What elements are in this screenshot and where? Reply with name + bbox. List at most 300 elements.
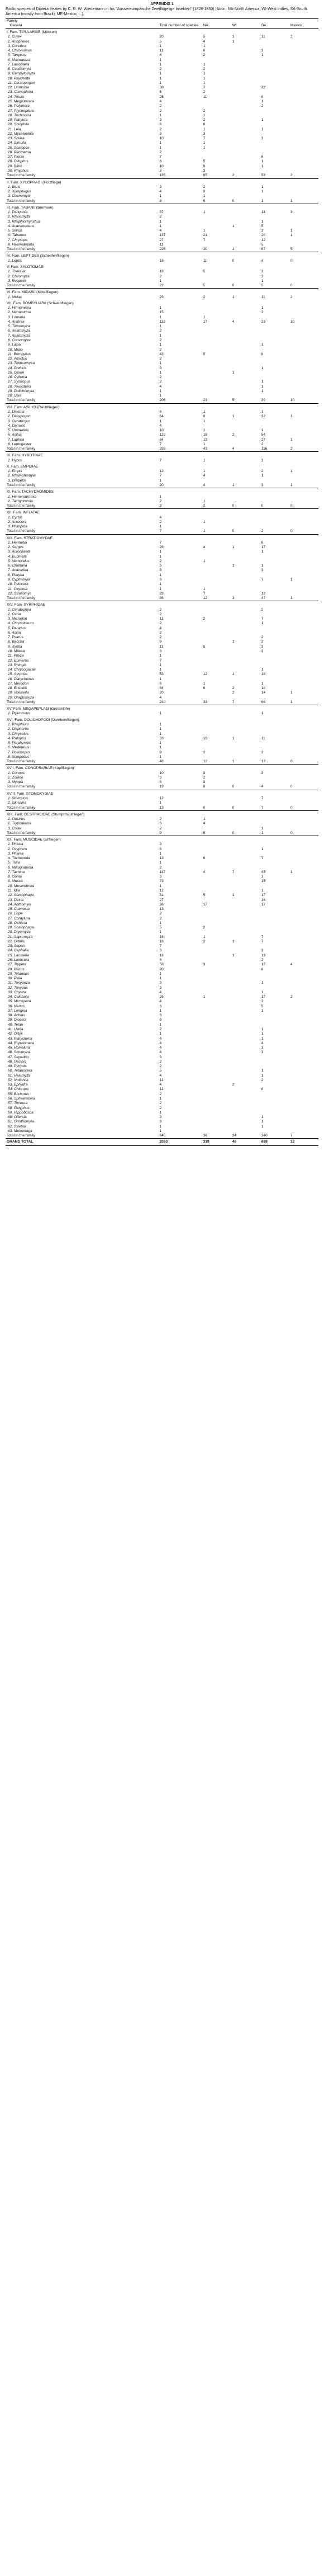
sa-cell: 2	[261, 1078, 264, 1082]
sa-cell	[260, 479, 289, 483]
total-species-cell: 2	[159, 621, 162, 626]
genus-name: 11. Idia	[8, 889, 20, 893]
genus-row	[6, 459, 318, 463]
genus-row	[6, 746, 318, 750]
genus-name: 35. Micropeza	[8, 999, 31, 1004]
genus-row	[6, 921, 318, 926]
wi-cell: 1	[232, 953, 235, 957]
genus-name: 50. Tetanocera	[8, 1069, 32, 1073]
wi-cell	[231, 366, 260, 371]
sa-cell: 6	[261, 1087, 264, 1092]
sa-cell: 1	[261, 343, 264, 347]
na-cell: 2	[203, 750, 206, 754]
na-cell	[202, 732, 231, 737]
genus-row	[6, 1097, 318, 1101]
wi-cell: 0	[231, 504, 260, 509]
na-cell	[202, 631, 231, 635]
na-cell	[202, 385, 231, 389]
family-row	[6, 252, 318, 259]
na-cell	[202, 1060, 231, 1064]
wi-cell	[231, 1120, 260, 1124]
wi-cell	[231, 926, 260, 930]
total-species-cell: 5	[159, 1069, 162, 1073]
genus-row	[6, 677, 318, 682]
sa-cell: 5	[261, 224, 264, 228]
wi-cell: 0	[231, 284, 260, 289]
genus-name: 8. Corsomyza	[8, 338, 31, 342]
wi-cell	[231, 617, 260, 621]
mexico-cell	[289, 842, 318, 847]
genus-row	[6, 63, 318, 67]
na-cell: 5	[202, 831, 231, 836]
wi-cell	[231, 1060, 260, 1064]
na-cell: 9	[203, 164, 206, 168]
genus-row	[6, 220, 318, 224]
wi-cell: 1	[232, 672, 235, 677]
mexico-cell	[289, 612, 318, 617]
wi-cell: 1	[232, 370, 235, 375]
genus-row	[6, 90, 318, 95]
family-name: XVII. Fam. CONOPSARIAE (Kopffliegen)	[7, 766, 74, 771]
total-species-cell: 7	[159, 540, 162, 545]
total-species-cell: 7	[159, 155, 162, 159]
sa-cell	[260, 801, 289, 805]
sa-cell: 15	[261, 879, 266, 884]
na-cell	[202, 58, 231, 63]
genus-name: 7. Apatomyza	[8, 333, 31, 338]
na-cell	[202, 380, 231, 384]
total-label: Total in the family	[6, 447, 158, 452]
genus-row	[6, 926, 318, 930]
genus-row	[6, 1101, 318, 1106]
wi-cell	[231, 866, 260, 870]
genus-row	[6, 889, 318, 893]
sa-cell: 6	[261, 95, 264, 99]
genus-row	[6, 711, 318, 716]
genus-name: 48. Oscinis	[8, 1059, 26, 1064]
wi-cell	[231, 711, 260, 716]
total-species-cell: 20	[159, 35, 164, 39]
mexico-cell	[289, 1027, 318, 1032]
na-cell: 5	[203, 644, 206, 649]
wi-cell	[231, 1027, 260, 1032]
genus-name: 58. Gelyphus	[8, 1106, 30, 1110]
sa-cell	[260, 612, 289, 617]
genus-name: 5. Ommatius	[8, 428, 29, 433]
genus-row	[6, 568, 318, 573]
mexico-cell	[289, 1009, 318, 1013]
page	[6, 2, 318, 1146]
genus-row	[6, 930, 318, 935]
wi-cell	[231, 912, 260, 916]
genus-name: 2. Acrocera	[8, 520, 27, 524]
sa-cell: 1	[261, 1046, 264, 1050]
sa-cell: 16	[261, 898, 266, 902]
genus-row	[6, 1092, 318, 1097]
wi-cell	[231, 361, 260, 366]
sa-cell: 45	[261, 870, 266, 874]
genus-name: 1. Pangonia	[8, 210, 28, 215]
total-species-cell: 2	[159, 329, 162, 333]
total-species-cell: 1	[159, 573, 162, 577]
genus-row	[6, 118, 318, 122]
wi-cell	[231, 329, 260, 333]
genus-name: 11. Pipiza	[8, 654, 24, 658]
wi-cell	[231, 608, 260, 612]
mexico-cell: 2	[289, 173, 318, 178]
total-species-cell: 1	[159, 1110, 162, 1115]
mexico-cell	[289, 954, 318, 958]
wi-cell	[231, 587, 260, 592]
mexico-cell	[289, 433, 318, 437]
total-species-cell: 1	[159, 113, 162, 117]
sa-cell: 1	[261, 1115, 264, 1120]
genus-row	[6, 663, 318, 668]
total-species-cell: 4	[159, 695, 162, 700]
wi-cell	[231, 86, 260, 90]
genus-row	[6, 194, 318, 199]
family-name: IV. Fam. LEPTIDES (Schepfenfliegen)	[7, 254, 69, 258]
sa-cell	[260, 419, 289, 424]
mexico-cell	[289, 654, 318, 658]
genus-row	[6, 723, 318, 727]
genus-row	[6, 981, 318, 985]
sa-cell: 3	[261, 771, 264, 775]
mexico-cell	[289, 732, 318, 737]
genus-row	[6, 224, 318, 229]
total-species-cell: 11	[159, 1087, 164, 1092]
total-species-cell: 11	[159, 49, 164, 53]
total-species-cell: 2053	[158, 1139, 202, 1146]
sa-cell: 6	[261, 967, 264, 971]
wi-cell: 2	[232, 686, 235, 691]
total-species-cell: 2	[159, 1027, 162, 1031]
na-cell	[202, 884, 231, 889]
na-cell: 6	[203, 856, 206, 861]
sa-cell: 23	[261, 319, 266, 324]
sa-cell	[260, 109, 289, 114]
total-species-cell: 3	[159, 568, 162, 573]
wi-cell	[231, 930, 260, 935]
genus-row	[6, 852, 318, 856]
col-header-wi: WI	[231, 19, 260, 29]
genus-name: 3. Acrochaeta	[8, 550, 31, 554]
total-species-cell: 3	[159, 118, 162, 122]
genus-name: 37. Longina	[8, 1008, 27, 1013]
total-species-cell: 1	[159, 1022, 162, 1027]
na-cell	[202, 100, 231, 104]
sa-cell	[260, 525, 289, 529]
na-cell	[202, 621, 231, 626]
genus-name: 33. Chyliza	[8, 990, 26, 994]
na-cell	[202, 852, 231, 856]
mexico-cell	[289, 361, 318, 366]
wi-cell: 1	[232, 39, 235, 44]
sa-cell: 1	[261, 1124, 264, 1129]
genus-name: 11. Ceratopogon	[8, 81, 35, 85]
wi-cell	[231, 875, 260, 879]
genus-name: 1. Hemerodromia	[8, 494, 36, 499]
wi-cell	[231, 827, 260, 831]
total-species-cell: 11	[159, 242, 164, 247]
genus-name: 6. Asilus	[8, 433, 22, 437]
mexico-cell	[289, 1074, 318, 1078]
total-species-cell: 1	[159, 194, 162, 199]
wi-cell	[231, 63, 260, 67]
mexico-cell: 0	[290, 258, 293, 263]
wi-cell	[231, 696, 260, 700]
genus-row	[6, 67, 318, 72]
genus-name: 40. Tetan	[8, 1022, 23, 1027]
family-row	[6, 534, 318, 541]
mexico-cell	[289, 343, 318, 347]
mexico-cell	[289, 90, 318, 95]
mexico-cell	[289, 981, 318, 985]
genus-row	[6, 741, 318, 746]
genus-name: 22. Ortalis	[8, 939, 25, 943]
genus-row	[6, 1106, 318, 1111]
na-cell	[202, 691, 231, 695]
na-cell	[202, 155, 231, 159]
wi-cell	[231, 315, 260, 320]
sa-cell: 1	[261, 366, 264, 370]
wi-cell	[231, 233, 260, 238]
sa-cell	[260, 1064, 289, 1069]
na-cell	[202, 861, 231, 865]
genus-name: 2. Tachydromia	[8, 499, 33, 503]
wi-cell	[231, 132, 260, 136]
wi-cell	[231, 1074, 260, 1078]
sa-cell	[260, 822, 289, 826]
wi-cell	[231, 118, 260, 122]
mexico-cell: 1	[290, 578, 293, 582]
genus-name: 3. Myopa	[8, 780, 23, 785]
mexico-cell	[289, 1032, 318, 1036]
sa-cell	[260, 884, 289, 889]
total-species-cell: 3	[159, 775, 162, 780]
total-species-cell: 8	[158, 199, 202, 204]
mexico-cell	[289, 215, 318, 219]
genus-name: 15. Geron	[8, 370, 25, 375]
sa-cell: 7	[261, 796, 264, 800]
family-total-row	[6, 504, 318, 509]
na-cell	[202, 525, 231, 529]
sa-cell: 2	[261, 750, 264, 754]
sa-cell: 22	[261, 86, 266, 90]
sa-cell	[260, 976, 289, 981]
total-species-cell: 4	[159, 1041, 162, 1045]
total-label: Total in the family	[6, 504, 158, 509]
total-species-cell: 117	[159, 870, 165, 874]
wi-cell	[231, 190, 260, 194]
genus-name: 31. Tanypeza	[8, 981, 30, 985]
family-name: XIII. Fam. STRATIOMYDAE	[7, 536, 53, 540]
wi-cell	[231, 1092, 260, 1097]
na-cell	[202, 847, 231, 852]
sa-cell: 2	[261, 270, 264, 274]
total-species-cell: 36	[159, 902, 164, 907]
mexico-cell	[289, 275, 318, 279]
wi-cell: 2	[232, 433, 235, 437]
genus-name: 1. Hirmoneura	[8, 306, 31, 310]
genus-row	[6, 104, 318, 108]
na-cell	[202, 640, 231, 644]
mexico-cell: 1	[289, 199, 318, 204]
wi-cell	[231, 279, 260, 284]
total-species-cell: 7	[159, 442, 162, 446]
genus-name: 27. Trypeta	[8, 963, 26, 967]
sa-cell: 17	[261, 893, 266, 898]
total-species-cell: 4	[159, 423, 162, 428]
na-cell	[202, 1074, 231, 1078]
mexico-cell: 1	[289, 483, 318, 488]
mexico-cell: 1	[290, 437, 293, 442]
total-species-cell: 1	[159, 587, 162, 591]
sa-cell: 1	[261, 1036, 264, 1041]
total-species-cell: 6	[159, 1004, 162, 1008]
mexico-cell	[289, 1087, 318, 1092]
mexico-cell	[289, 912, 318, 916]
mexico-cell	[289, 238, 318, 243]
wi-cell	[231, 150, 260, 155]
sa-cell	[260, 58, 289, 63]
sa-cell	[260, 659, 289, 663]
wi-cell	[231, 631, 260, 635]
wi-cell	[231, 559, 260, 564]
family-total-row	[6, 529, 318, 534]
genus-row	[6, 771, 318, 776]
total-species-cell: 11	[159, 644, 164, 649]
na-cell	[202, 348, 231, 352]
genus-row	[6, 306, 318, 310]
wi-cell	[231, 568, 260, 573]
genus-row	[6, 696, 318, 700]
mexico-cell	[289, 917, 318, 921]
total-species-cell: 18	[159, 270, 164, 274]
wi-cell	[231, 654, 260, 658]
genus-row	[6, 587, 318, 592]
sa-cell: 17	[261, 545, 266, 550]
wi-cell	[231, 889, 260, 893]
genus-row	[6, 1111, 318, 1115]
na-cell	[202, 1129, 231, 1134]
mexico-cell: 5	[289, 247, 318, 252]
sa-cell	[260, 654, 289, 658]
na-cell	[202, 1013, 231, 1018]
genus-row	[6, 898, 318, 903]
genus-name: 15. Coenosia	[8, 907, 30, 912]
genus-name: 30. Rhyphus	[8, 168, 29, 173]
genus-name: 4. Chironomus	[8, 49, 32, 53]
sa-cell: 2	[261, 274, 264, 279]
wi-cell	[231, 944, 260, 949]
sa-cell: 4	[261, 1041, 264, 1045]
na-cell: 1	[203, 113, 206, 117]
wi-cell: 1	[232, 640, 235, 644]
genus-row	[6, 49, 318, 53]
genus-name: 3. Colax	[8, 826, 22, 831]
mexico-cell	[289, 315, 318, 320]
total-species-cell: 6	[159, 159, 162, 164]
genus-name: 25. Scatopse	[8, 145, 30, 150]
wi-cell	[231, 677, 260, 682]
total-label: Total in the family	[6, 284, 158, 289]
sa-cell: 1	[261, 380, 264, 384]
mexico-cell	[289, 53, 318, 58]
wi-cell	[231, 67, 260, 72]
sa-cell: 7	[261, 939, 264, 943]
genus-name: 12. Eumerus	[8, 658, 29, 663]
na-cell	[202, 220, 231, 224]
sa-cell	[260, 944, 289, 949]
genus-name: 1. Hybos	[8, 458, 23, 463]
genus-row	[6, 525, 318, 529]
na-cell: 1	[203, 935, 206, 939]
na-cell	[202, 912, 231, 916]
sa-cell	[260, 1013, 289, 1018]
genus-name: 10. Ptilocera	[8, 582, 28, 587]
total-species-cell: 31	[159, 893, 164, 898]
sa-cell	[260, 334, 289, 338]
na-cell	[202, 578, 231, 582]
wi-cell	[231, 58, 260, 63]
total-species-cell: 118	[159, 319, 165, 324]
sa-cell	[260, 122, 289, 127]
mexico-cell	[289, 279, 318, 284]
na-cell: 8	[203, 414, 206, 419]
total-species-cell: 1	[159, 389, 162, 393]
sa-cell: 1	[261, 889, 264, 893]
na-cell	[202, 279, 231, 284]
mexico-cell	[289, 1125, 318, 1129]
genus-row	[6, 612, 318, 617]
mexico-cell	[289, 930, 318, 935]
family-name: XIV. Fam. SYRPHIDAE	[7, 603, 45, 607]
sa-cell: 1	[261, 219, 264, 224]
wi-cell	[231, 310, 260, 315]
na-cell: 5	[202, 284, 231, 289]
total-species-cell: 3	[159, 949, 162, 953]
genus-name: 19. Volucella	[8, 691, 29, 695]
family-row	[6, 810, 318, 817]
mexico-cell	[289, 1046, 318, 1050]
genus-name: 17. Ptychoptera	[8, 108, 34, 113]
family-total-row	[6, 1134, 318, 1139]
total-species-cell: 43	[159, 352, 164, 356]
wi-cell	[231, 573, 260, 578]
na-cell: 1	[202, 529, 231, 534]
total-species-cell: 2	[159, 108, 162, 113]
genus-row	[6, 999, 318, 1004]
genus-name: 14. Tipula	[8, 95, 24, 99]
na-cell: 85	[202, 173, 231, 178]
genus-row	[6, 520, 318, 525]
sa-cell	[260, 81, 289, 86]
total-species-cell: 1	[159, 44, 162, 48]
wi-cell	[231, 164, 260, 169]
mexico-cell	[289, 371, 318, 375]
na-cell: 2	[203, 67, 206, 72]
genus-row	[6, 136, 318, 141]
mexico-cell	[289, 617, 318, 621]
wi-cell	[231, 612, 260, 617]
na-cell	[202, 334, 231, 338]
sa-cell: 7	[261, 856, 264, 861]
mexico-cell	[289, 631, 318, 635]
na-cell: 36	[202, 1134, 231, 1139]
genus-name: 1. Empis	[8, 469, 22, 474]
genus-name: 7. Dolichopus	[8, 750, 30, 754]
